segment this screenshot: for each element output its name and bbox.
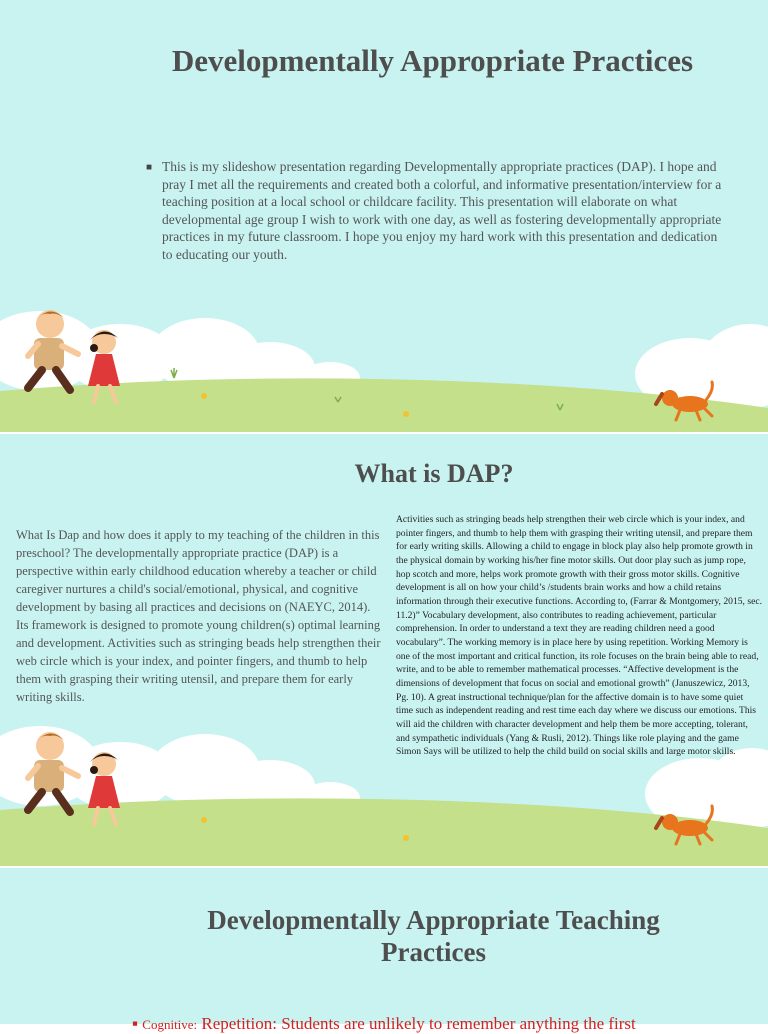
- slide-2-title: What is DAP?: [354, 459, 514, 488]
- slide-2-left-text: What Is Dap and how does it apply to my teaching of the children in this preschool? The developmentally appropriate practice (DAP) is a perspective within early childhood education whereby a teacher or child caregiver nurtures a child's social/emotional, physical, and cognitive development by basing all practices and decisions on (NAEYC, 2014). Its framework is designed to promote young children(s) optimal learning and development. Activities such as stringing beads help strengthen their web circle which is your index, and pointer fingers, and thumb to help them with grasping their writing utensil, and prepare them for early writing skills.: [16, 528, 381, 704]
- slide-1: [0, 0, 768, 432]
- slide-3-bullet-lead: Cognitive:: [142, 1017, 198, 1032]
- slide-3-title: Developmentally Appropriate Teaching Practices: [207, 905, 660, 968]
- slide-3: [0, 868, 768, 1033]
- slide-1-title: Developmentally Appropriate Practices: [171, 43, 694, 78]
- slide-3-bullet-text: Repetition: Students are unlikely to remember anything the first: [201, 1014, 636, 1033]
- slide-3-bullet: [132, 1014, 732, 1034]
- bullet-icon: ■: [146, 162, 153, 173]
- bullet-icon: ▪: [132, 1014, 143, 1033]
- slide-2: [0, 434, 768, 866]
- slide-2-right-text: Activities such as stringing beads help strengthen their web circle which is your index, and pointer fingers, and thumb to help them with grasping their writing utensil, and prepare them for early writing skills. Allowing a child to engage in block play also help promote growth in the physical domain by working his/her fine motor skills. Out door play such as jump rope, hop scotch and more, helps work promote growth with their gross motor skills. Cognitive development is all on how your child’s /students brain works and how a child retains information through their executive functions. According to, (Farrar & Montgomery, 2015, sec. 11.2)” Vocabulary development, also contributes to reading achievement, particular comprehension. In order to understand a text they are reading children need a good vocabulary”. The working memory is in place here by using repetition. Working Memory is one of the most important and critical function, its role focuses on the brain being able to read, write, and to be able to remember mathematical processes. “Affective development is the dimensions of development that focus on social and emotional growth” (Januszewicz, 2013, Pg. 10). A great instructional technique/plan for the affective domain is to have some quiet time such as independent reading and rest time each day where we discuss our emotions. This will aid the children with character development and help them be more accepting, tolerant, and sympathetic individuals (Yang & Rusli, 2012). Things like role playing and the game Simon Says will be utilized to help the child build on social skills and large motor skills.: [396, 514, 762, 758]
- slide-1-bullet: [146, 158, 726, 263]
- park-scene-illustration: [0, 296, 768, 432]
- slide-1-bullet-text: This is my slideshow presentation regarding Developmentally appropriate practices (DAP). I hope and pray I met all the requirements and created both a colorful, and informative presentation/interview for a teaching position at a local school or childcare facility. This presentation will elaborate on what developmental age group I wish to work with one day, as well as fostering developmentally appropriate practices in my future classroom. I hope you enjoy my hard work with this presentation and dedication to educating our youth.: [162, 159, 722, 262]
